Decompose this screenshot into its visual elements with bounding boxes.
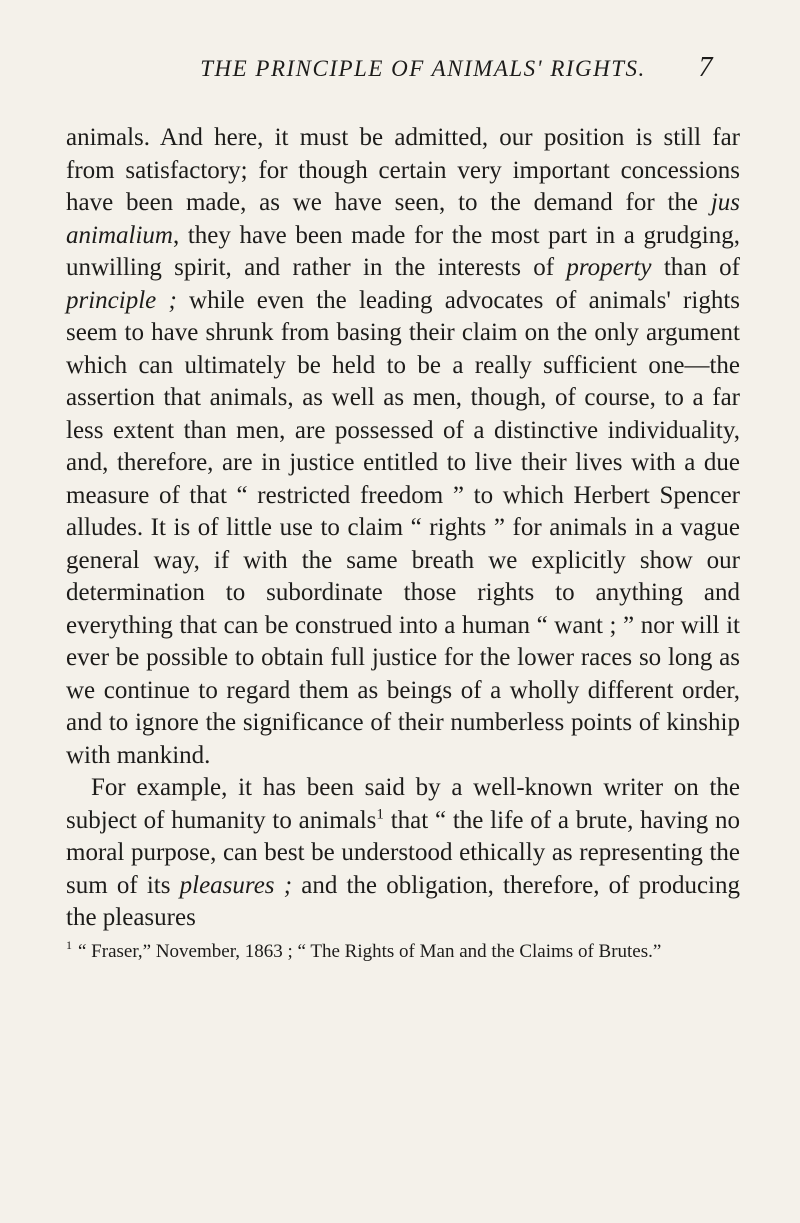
text-run: and the obligation, therefore, of producing the pleasures — [66, 871, 740, 931]
paragraph-1 — [66, 122, 740, 772]
page-number: 7 — [698, 52, 714, 83]
running-head — [66, 52, 740, 94]
paragraph-2 — [66, 772, 740, 935]
body-text — [66, 122, 740, 935]
footnote-number: 1 — [66, 938, 72, 953]
running-title: THE PRINCIPLE OF ANIMALS' RIGHTS. — [200, 56, 646, 81]
footnote-text: “ Fraser,” November, 1863 ; “ The Rights of Man and the Claims of Brutes.” — [78, 940, 662, 962]
text-run: than of — [651, 254, 740, 281]
text-run: For example, it has been said by a well-known writer on the subject of humanity to animals — [66, 774, 740, 834]
text-run: , they have been made for the most part in a grudging, unwilling spirit, and rather in the interests of — [66, 221, 740, 281]
text-run: that “ the life of a brute, having no moral purpose, can best be understood ethically as representing the sum of its — [66, 806, 740, 899]
text-run: animals. And here, it must be admitted, our position is still far from satisfactory; for though certain very important concessions have been made, as we have seen, to the demand for the — [66, 124, 740, 216]
footnote-reference: 1 — [376, 806, 384, 823]
text-run: while even the leading advocates of animals' rights seem to have shrunk from basing their claim on the only argument which can ultimately be held to be a really sufficient one—the assertion that animals, as well as men, though, of course, to a far less extent than men, are possessed of a distinctive individuality, and, therefore, are in justice entitled to live their lives with a due measure of that “ restricted freedom ” to which Herbert Spencer alludes. It is of little use to claim “ rights ” for animals in a vague general way, if with the same breath we explicitly show our determination to subordinate those rights to anything and everything that can be construed into a human “ want ; ” nor will it ever be possible to obtain full justice for the lower races so long as we continue to regard them as beings of a wholly different order, and to ignore the significance of their numberless points of kinship with mankind. — [66, 286, 740, 769]
italic-run: pleasures ; — [179, 871, 293, 899]
italic-run: jus animalium — [66, 189, 740, 249]
italic-run: property — [566, 254, 652, 281]
italic-run: principle ; — [66, 286, 177, 314]
footnote — [66, 939, 740, 965]
